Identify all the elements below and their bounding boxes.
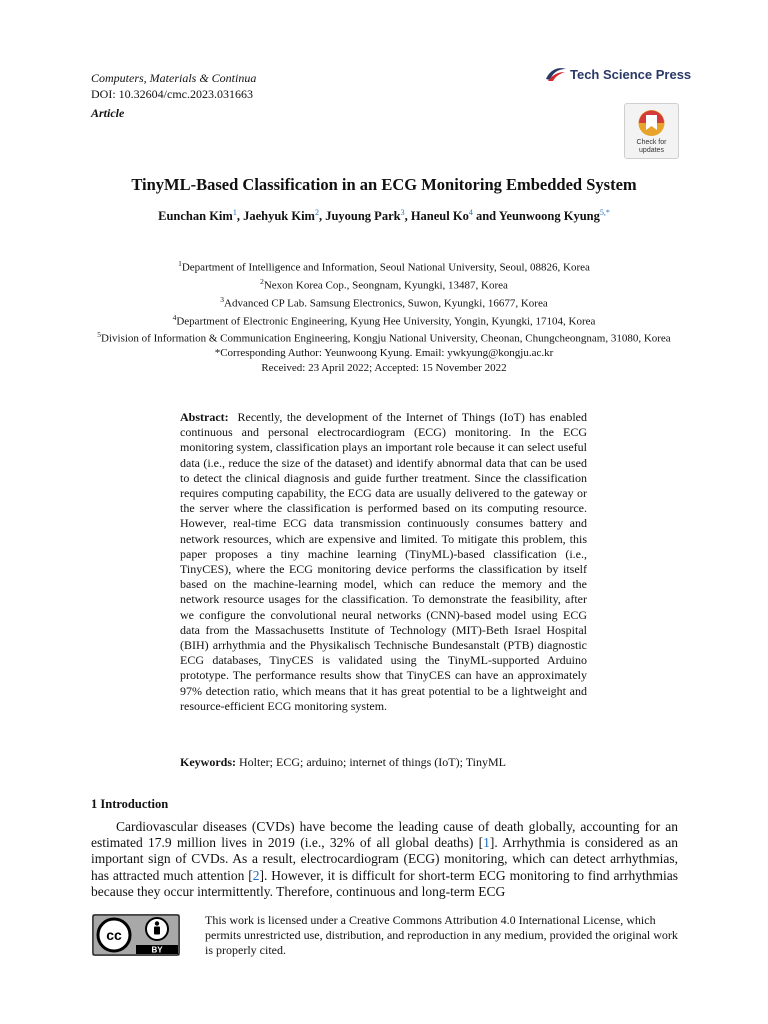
affiliations [60, 257, 708, 375]
abstract-text: Recently, the development of the Internet of Things (IoT) has enabled continuous and personal electrocardiogram (ECG) monitoring. In the ECG monitoring system, classification plays an important role because it can select useful data (i.e., reduce the size of the dataset) and identify abnormal data that can be used to detect the clinical diagnosis and guide further treatment. Since the classification requires computing capability, the ECG data are usually delivered to the gateway or the server where the classification is performed based on its computing resource. However, real-time ECG data transmission continuously consumes battery and network resources, which are expensive and limited. To mitigate this problem, this paper proposes a tiny machine learning (TinyML)-based classification (i.e., TinyCES), where the ECG monitoring device performs the classification by itself based on the machine-learning model, which can reduce the memory and the network resource usages for the classification. To demonstrate the feasibility, after we configure the convolutional neural networks (CNN)-based model using ECG data from the Massachusetts Institute of Technology (MIT)-Beth Israel Hospital (BIH) arrhythmia and the Physikalisch Technische Bundesanstalt (PTB) diagnostic ECG databases, TinyCES is validated using the TinyML-supported Arduino prototype. The performance results show that TinyCES can have an approximately 97% detection ratio, which means that it has great potential to be a lightweight and resource-efficient ECG monitoring system. [180, 410, 587, 713]
author-affil-ref[interactable]: 2 [314, 208, 319, 217]
citation-link[interactable]: 1 [483, 835, 490, 851]
license-text: This work is licensed under a Creative Commons Attribution 4.0 International License, which permits unrestricted use, distribution, and reproduction in any medium, provided the original work is properly cited. [205, 913, 678, 957]
keywords-label: Keywords: [180, 755, 236, 769]
article-type: Article [91, 106, 125, 120]
author-name: Eunchan Kim [158, 209, 233, 224]
intro-paragraph: Cardiovascular diseases (CVDs) have become the leading cause of death globally, accounting for an estimated 17.9 million lives in 2019 (i.e., 32% of all global deaths) [1]. Arrhythmia is considered as an important sign of CVDs. As a result, electrocardiogram (ECG) monitoring, which can detect arrhythmias, has attracted much attention [2]. However, it is difficult for short-term ECG monitoring to find arrhythmias because they occur intermittently. Therefore, continuous and long-term ECG [91, 819, 678, 899]
author-affil-ref[interactable]: 4 [468, 208, 473, 217]
publisher-name: Tech Science Press [570, 66, 692, 82]
received-dates: Received: 23 April 2022; Accepted: 15 November 2022 [261, 361, 507, 374]
author-name: Juyoung Park [325, 209, 401, 224]
author-affil-ref[interactable]: 5,* [599, 208, 610, 217]
affiliation-item: $^5$Division of Information & Communication Engineering, Kongju National University, Cheonan, Chungcheongnam, 31080, Korea [97, 330, 671, 346]
author-name: Jaehyuk Kim [243, 209, 315, 224]
author-list: Eunchan Kim$^1$, Jaehyuk Kim$^2$, Juyoung Park$^3$, Haneul Ko$^4$ and Yeunwoong Kyung$^{5,*}$ [158, 208, 610, 224]
swoosh-icon [545, 66, 567, 82]
abstract-label: Abstract: [180, 410, 229, 424]
author-name: Yeunwoong Kyung [498, 209, 600, 224]
abstract [180, 410, 587, 714]
journal-name: Computers, Materials & Continua [91, 71, 257, 85]
affiliation-item: $^3$Advanced CP Lab. Samsung Electronics, Suwon, Kyungki, 16677, Korea [220, 294, 548, 310]
cc-mark: cc [106, 927, 122, 943]
keywords-text: Holter; ECG; arduino; internet of things (IoT); TinyML [239, 755, 506, 769]
bookmark-icon [625, 106, 678, 140]
check-updates-label: Check for updates [636, 139, 667, 154]
affiliation-item: $^1$Department of Intelligence and Information, Seoul National University, Seoul, 08826, Korea [178, 259, 590, 274]
author-affil-ref[interactable]: 1 [232, 208, 237, 217]
by-mark: BY [151, 945, 163, 955]
affiliation-item: $^2$Nexon Korea Cop., Seongnam, Kyungki, 13487, Korea [260, 276, 508, 292]
paper-title: TinyML-Based Classification in an ECG Monitoring Embedded System [131, 175, 637, 194]
citation-link[interactable]: 2 [252, 867, 260, 883]
author-name: Haneul Ko [410, 209, 469, 224]
cc-license-badge[interactable] [92, 914, 180, 956]
check-updates-badge[interactable] [624, 103, 679, 159]
publisher-logo[interactable] [545, 66, 691, 82]
affiliation-item: $^4$Department of Electronic Engineering, Kyung Hee University, Yongin, Kyungki, 17104, Korea [172, 312, 596, 328]
section-heading: 1 Introduction [91, 797, 169, 811]
doi: DOI: 10.32604/cmc.2023.031663 [91, 87, 253, 101]
keywords [180, 755, 587, 770]
cc-by-icon [92, 914, 180, 956]
corresponding-author: *Corresponding Author: Yeunwoong Kyung. Email: ywkyung@kongju.ac.kr [214, 347, 554, 360]
author-affil-ref[interactable]: 3 [400, 208, 405, 217]
